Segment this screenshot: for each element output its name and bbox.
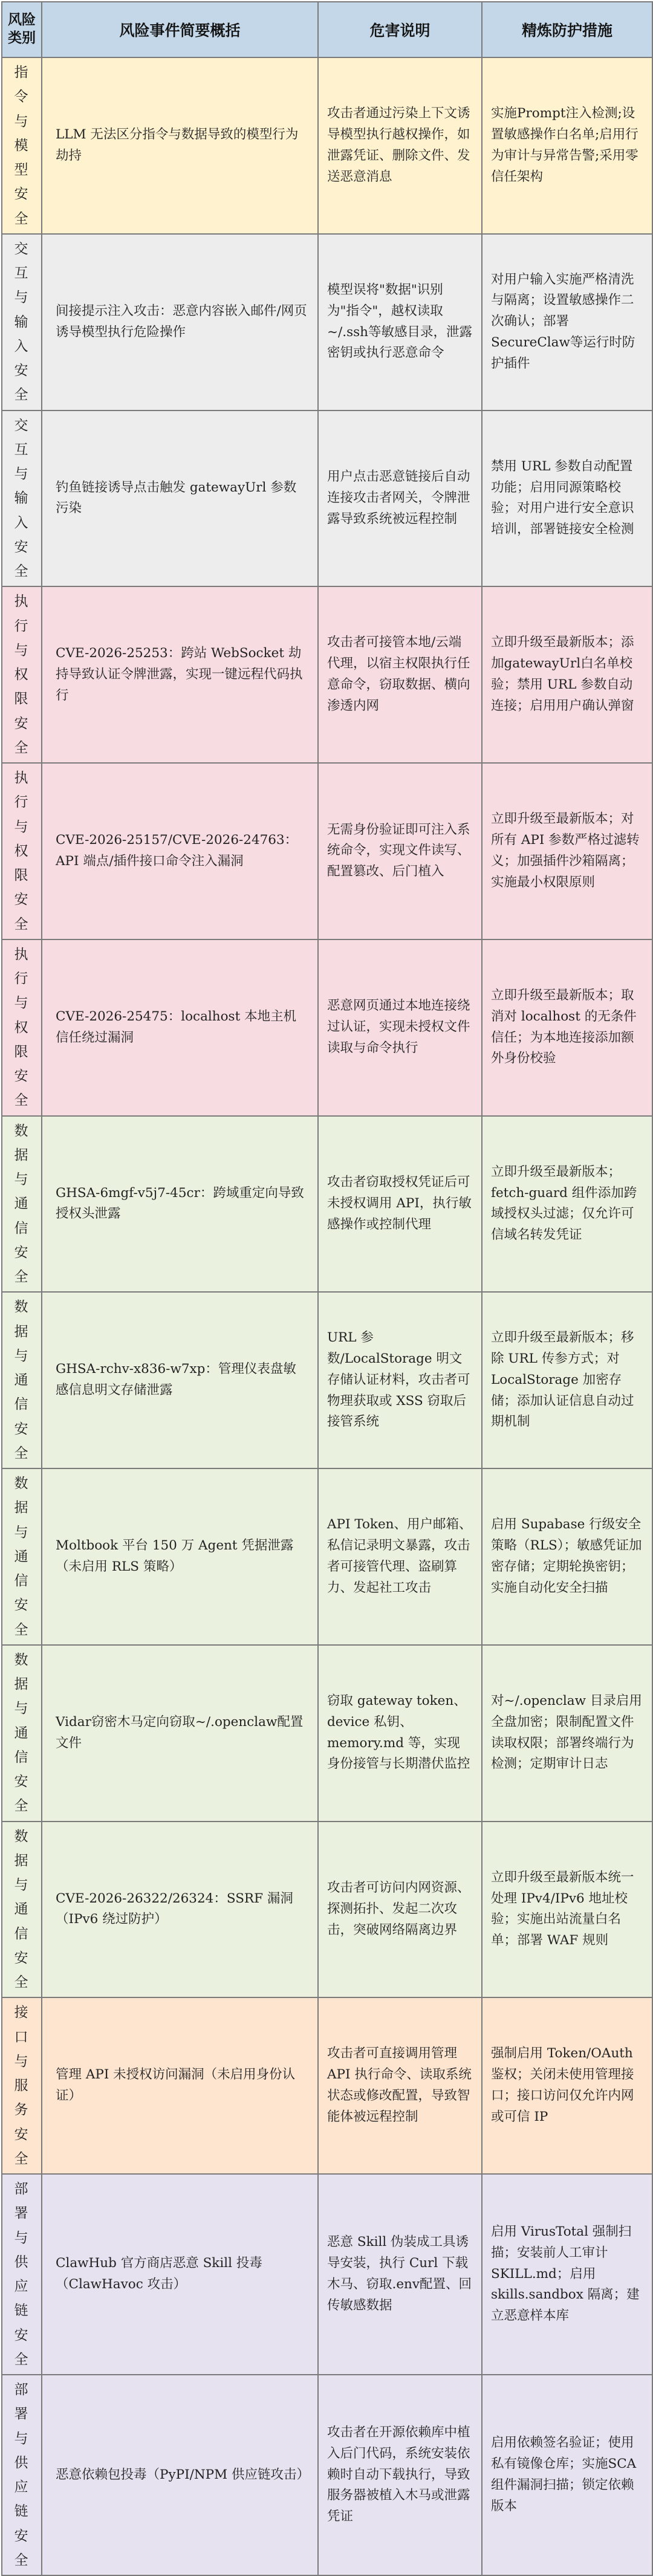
table-row — [2, 1645, 652, 1822]
risk-category: 数据与通信安全 — [2, 1292, 42, 1468]
risk-hazard: 用户点击恶意链接后自动连接攻击者网关，令牌泄露导致系统被远程控制 — [318, 410, 482, 587]
risk-hazard: 攻击者可直接调用管理 API 执行命令、读取系统状态或修改配置，导致智能体被远程控制 — [318, 1997, 482, 2174]
risk-event: 间接提示注入攻击：恶意内容嵌入邮件/网页诱导模型执行危险操作 — [42, 234, 318, 410]
risk-hazard: URL 参数/LocalStorage 明文存储认证材料，攻击者可物理获取或 XSS 窃取后接管系统 — [318, 1292, 482, 1468]
risk-defense: 立即升级至最新版本；添加gatewayUrl白名单校验；禁用 URL 参数自动连接；启用用户确认弹窗 — [482, 586, 652, 763]
header-hazard: 危害说明 — [318, 2, 482, 57]
header-defense: 精炼防护措施 — [482, 2, 652, 57]
risk-hazard: 攻击者在开源依赖库中植入后门代码，系统安装依赖时自动下载执行，导致服务器被植入木马或泄露凭证 — [318, 2375, 482, 2575]
risk-event: CVE-2026-25475：localhost 本地主机信任绕过漏洞 — [42, 939, 318, 1116]
risk-event: ClawHub 官方商店恶意 Skill 投毒（ClawHavoc 攻击） — [42, 2174, 318, 2375]
risk-defense: 实施Prompt注入检测;设置敏感操作白名单;启用行为审计与异常告警;采用零信任架构 — [482, 57, 652, 234]
risk-event: CVE-2026-25157/CVE-2026-24763：API 端点/插件接口命令注入漏洞 — [42, 763, 318, 939]
risk-event: GHSA-6mgf-v5j7-45cr：跨域重定向导致授权头泄露 — [42, 1116, 318, 1293]
risk-hazard: 恶意网页通过本地连接绕过认证，实现未授权文件读取与命令执行 — [318, 939, 482, 1116]
risk-defense: 对用户输入实施严格清洗与隔离；设置敏感操作二次确认；部署SecureClaw等运行时防护插件 — [482, 234, 652, 410]
risk-event: GHSA-rchv-x836-w7xp：管理仪表盘敏感信息明文存储泄露 — [42, 1292, 318, 1468]
header-event: 风险事件简要概括 — [42, 2, 318, 57]
risk-table — [1, 1, 653, 2576]
risk-defense: 立即升级至最新版本；取消对 localhost 的无条件信任；为本地连接添加额外身份校验 — [482, 939, 652, 1116]
risk-category: 数据与通信安全 — [2, 1645, 42, 1822]
risk-defense: 强制启用 Token/OAuth 鉴权；关闭未使用管理接口；接口访问仅允许内网或可信 IP — [482, 1997, 652, 2174]
risk-category: 部署与供应链安全 — [2, 2174, 42, 2375]
table-row — [2, 763, 652, 939]
risk-defense: 启用 Supabase 行级安全策略（RLS）；敏感凭证加密存储；定期轮换密钥；实施自动化安全扫描 — [482, 1468, 652, 1645]
risk-category: 部署与供应链安全 — [2, 2375, 42, 2575]
risk-hazard: 攻击者可访问内网资源、探测拓扑、发起二次攻击，突破网络隔离边界 — [318, 1822, 482, 1998]
table-row — [2, 410, 652, 587]
risk-event: CVE-2026-26322/26324：SSRF 漏洞（IPv6 绕过防护） — [42, 1822, 318, 1998]
risk-hazard: 模型误将"数据"识别为"指令"，越权读取~/.ssh等敏感目录，泄露密钥或执行恶意命令 — [318, 234, 482, 410]
table-row — [2, 586, 652, 763]
risk-category: 接口与服务安全 — [2, 1997, 42, 2174]
risk-hazard: 窃取 gateway token、device 私钥、memory.md 等，实现身份接管与长期潜伏监控 — [318, 1645, 482, 1822]
table-row — [2, 1997, 652, 2174]
risk-defense: 启用依赖签名验证；使用私有镜像仓库；实施SCA 组件漏洞扫描；锁定依赖版本 — [482, 2375, 652, 2575]
risk-defense: 启用 VirusTotal 强制扫描；安装前人工审计 SKILL.md；启用 skills.sandbox 隔离；建立恶意样本库 — [482, 2174, 652, 2375]
risk-category: 执行与权限安全 — [2, 586, 42, 763]
risk-defense: 禁用 URL 参数自动配置功能；启用同源策略校验；对用户进行安全意识培训，部署链接安全检测 — [482, 410, 652, 587]
risk-category: 执行与权限安全 — [2, 763, 42, 939]
table-row — [2, 1468, 652, 1645]
risk-hazard: 攻击者通过污染上下文诱导模型执行越权操作，如泄露凭证、删除文件、发送恶意消息 — [318, 57, 482, 234]
header-category: 风险类别 — [2, 2, 42, 57]
table-row — [2, 1822, 652, 1998]
table-row — [2, 939, 652, 1116]
table-header-row — [2, 2, 652, 57]
risk-category: 数据与通信安全 — [2, 1822, 42, 1998]
table-row — [2, 57, 652, 234]
risk-hazard: API Token、用户邮箱、私信记录明文暴露，攻击者可接管代理、盗刷算力、发起社工攻击 — [318, 1468, 482, 1645]
risk-hazard: 无需身份验证即可注入系统命令，实现文件读写、配置篡改、后门植入 — [318, 763, 482, 939]
risk-defense: 对~/.openclaw 目录启用全盘加密；限制配置文件读取权限；部署终端行为检测；定期审计日志 — [482, 1645, 652, 1822]
risk-event: LLM 无法区分指令与数据导致的模型行为劫持 — [42, 57, 318, 234]
risk-category: 交互与输入安全 — [2, 410, 42, 587]
risk-category: 交互与输入安全 — [2, 234, 42, 410]
risk-hazard: 攻击者窃取授权凭证后可未授权调用 API，执行敏感操作或控制代理 — [318, 1116, 482, 1293]
risk-event: 管理 API 未授权访问漏洞（未启用身份认证） — [42, 1997, 318, 2174]
risk-hazard: 恶意 Skill 伪装成工具诱导安装，执行 Curl 下载木马、窃取.env配置、回传敏感数据 — [318, 2174, 482, 2375]
risk-defense: 立即升级至最新版本；对所有 API 参数严格过滤转义；加强插件沙箱隔离；实施最小权限原则 — [482, 763, 652, 939]
risk-event: CVE-2026-25253：跨站 WebSocket 劫持导致认证令牌泄露，实现一键远程代码执行 — [42, 586, 318, 763]
table-row — [2, 1292, 652, 1468]
risk-defense: 立即升级至最新版本；fetch-guard 组件添加跨域授权头过滤；仅允许可信域名转发凭证 — [482, 1116, 652, 1293]
table-row — [2, 234, 652, 410]
risk-event: 恶意依赖包投毒（PyPI/NPM 供应链攻击） — [42, 2375, 318, 2575]
risk-category: 执行与权限安全 — [2, 939, 42, 1116]
risk-event: Moltbook 平台 150 万 Agent 凭据泄露（未启用 RLS 策略） — [42, 1468, 318, 1645]
risk-hazard: 攻击者可接管本地/云端代理，以宿主权限执行任意命令，窃取数据、横向渗透内网 — [318, 586, 482, 763]
risk-defense: 立即升级至最新版本；移除 URL 传参方式；对 LocalStorage 加密存储；添加认证信息自动过期机制 — [482, 1292, 652, 1468]
risk-category: 数据与通信安全 — [2, 1116, 42, 1293]
risk-event: 钓鱼链接诱导点击触发 gatewayUrl 参数污染 — [42, 410, 318, 587]
table-row — [2, 2375, 652, 2575]
risk-event: Vidar窃密木马定向窃取~/.openclaw配置文件 — [42, 1645, 318, 1822]
risk-defense: 立即升级至最新版本统一处理 IPv4/IPv6 地址校验；实施出站流量白名单；部署 WAF 规则 — [482, 1822, 652, 1998]
table-row — [2, 1116, 652, 1293]
risk-category: 指令与模型安全 — [2, 57, 42, 234]
table-row — [2, 2174, 652, 2375]
risk-category: 数据与通信安全 — [2, 1468, 42, 1645]
